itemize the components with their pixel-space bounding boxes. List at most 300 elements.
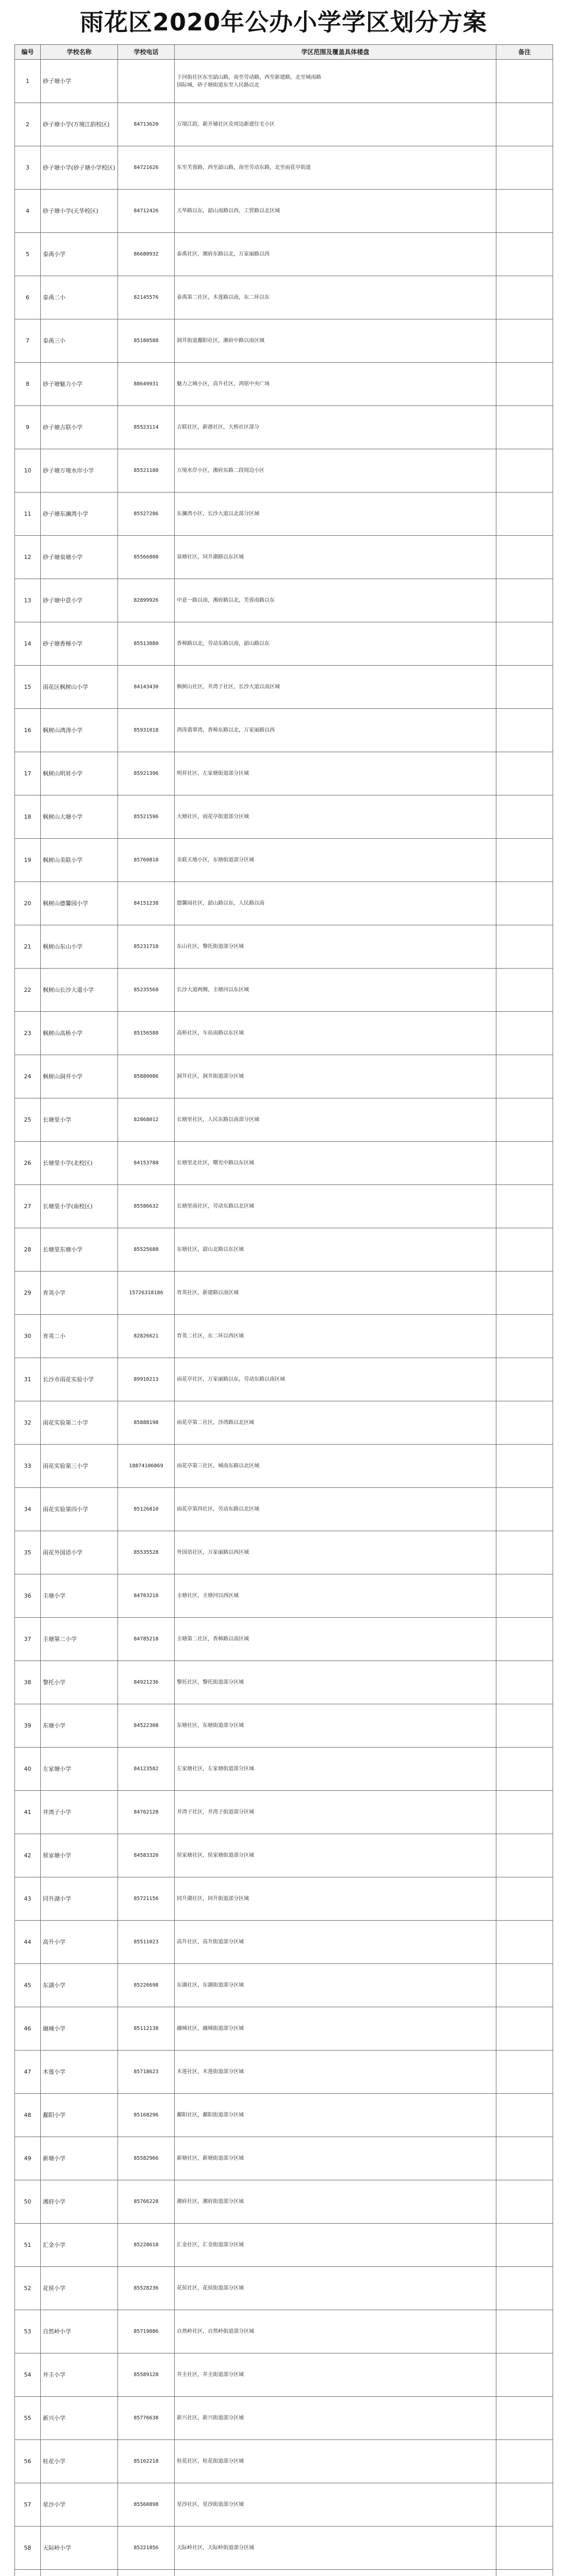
school-phone: 84785218 (118, 1618, 175, 1661)
school-name: 砂子塘中意小学 (41, 579, 118, 622)
school-name: 枫树山大塘小学 (41, 795, 118, 839)
row-number: 49 (15, 2137, 41, 2180)
district-scope (175, 752, 496, 795)
table-row (15, 1358, 553, 1401)
district-scope (175, 2527, 496, 2570)
remarks (496, 1618, 553, 1661)
school-name: 枫树山明昇小学 (41, 752, 118, 795)
row-number: 37 (15, 1618, 41, 1661)
school-phone: 85162218 (118, 2440, 175, 2483)
table-row (15, 1055, 553, 1098)
remarks (496, 2180, 553, 2224)
district-scope (175, 2310, 496, 2353)
table-row (15, 882, 553, 925)
school-name: 圭塘小学 (41, 1574, 118, 1618)
scope-line: 东湖社区，东湖街道部分区域 (177, 1982, 244, 1988)
table-row (15, 1877, 553, 1921)
district-scope (175, 536, 496, 579)
district-scope (175, 2570, 496, 2576)
table-row (15, 1315, 553, 1358)
school-name: 新塘小学 (41, 2137, 118, 2180)
row-number: 38 (15, 1661, 41, 1704)
school-name: 融城小学 (41, 2007, 118, 2050)
school-name: 圭塘第二小学 (41, 1618, 118, 1661)
district-scope (175, 1185, 496, 1228)
remarks (496, 2483, 553, 2527)
school-phone: 86680932 (118, 233, 175, 276)
remarks (496, 319, 553, 363)
school-phone: 85228618 (118, 2224, 175, 2267)
scope-line: 东塘社区，韶山北路以东区域 (177, 1247, 244, 1252)
school-name: 育英小学 (41, 1272, 118, 1315)
remarks (496, 1315, 553, 1358)
remarks (496, 1877, 553, 1921)
table-row (15, 233, 553, 276)
school-name: 长塘里小学(北校区) (41, 1142, 118, 1185)
header-school-phone: 学校电话 (118, 45, 175, 60)
school-name: 长塘里东塘小学 (41, 1228, 118, 1272)
district-scope (175, 2050, 496, 2094)
table-row (15, 276, 553, 319)
scope-line: 高桥社区，车站南路以东区域 (177, 1030, 244, 1036)
table-row (15, 1098, 553, 1142)
remarks (496, 2224, 553, 2267)
row-number: 15 (15, 666, 41, 709)
row-number: 46 (15, 2007, 41, 2050)
table-row (15, 1618, 553, 1661)
school-phone: 85235568 (118, 969, 175, 1012)
district-scope (175, 622, 496, 666)
row-number: 56 (15, 2440, 41, 2483)
school-name: 木莲小学 (41, 2050, 118, 2094)
table-row (15, 1704, 553, 1748)
scope-line: 长塘里南社区，劳动东路以北区域 (177, 1204, 254, 1209)
remarks (496, 1921, 553, 1964)
table-row (15, 1531, 553, 1574)
district-scope (175, 969, 496, 1012)
school-phone: 85931018 (118, 709, 175, 752)
table-row (15, 2570, 553, 2576)
row-number: 40 (15, 1748, 41, 1791)
school-phone: 85528236 (118, 2267, 175, 2310)
table-row (15, 1445, 553, 1488)
table-row (15, 406, 553, 449)
scope-line: 泰禹第二社区，木莲路以南，东二环以东 (177, 295, 270, 300)
scope-line: 东澜湾小区，长沙大道以北部分区域 (177, 511, 259, 517)
table-row (15, 2310, 553, 2353)
district-scope (175, 1315, 496, 1358)
scope-line: 大塘社区，雨花亭街道部分区域 (177, 814, 249, 820)
remarks (496, 622, 553, 666)
scope-line: 枫树山社区，井湾子社区，长沙大道以南区域 (177, 684, 280, 690)
row-number: 12 (15, 536, 41, 579)
remarks (496, 2050, 553, 2094)
table-row (15, 1142, 553, 1185)
remarks (496, 882, 553, 925)
scope-line: 泰禹社区，湘府东路以北，万家丽路以西 (177, 251, 270, 257)
table-row (15, 1748, 553, 1791)
district-scope (175, 2094, 496, 2137)
school-name: 湘府小学 (41, 2180, 118, 2224)
row-number: 25 (15, 1098, 41, 1142)
school-name: 左家塘小学 (41, 1748, 118, 1791)
scope-line: 万境水岸小区，湘府东路二段周边小区 (177, 468, 264, 473)
table-row (15, 1272, 553, 1315)
scope-line: 美联天地小区，东塘街道部分区域 (177, 857, 254, 863)
remarks (496, 2007, 553, 2050)
district-scope (175, 190, 496, 233)
district-scope (175, 2483, 496, 2527)
district-scope (175, 1358, 496, 1401)
row-number: 22 (15, 969, 41, 1012)
district-scope (175, 406, 496, 449)
scope-line: 同升湖社区，同升街道部分区域 (177, 1896, 249, 1902)
scope-line: 东塘社区，东塘街道部分区域 (177, 1723, 244, 1728)
school-phone: 85921396 (118, 752, 175, 795)
table-row (15, 190, 553, 233)
school-phone: 84721626 (118, 146, 175, 190)
district-scope (175, 2180, 496, 2224)
remarks (496, 536, 553, 579)
remarks (496, 666, 553, 709)
school-name: 雨花区枫树山小学 (41, 666, 118, 709)
row-number: 1 (15, 60, 41, 103)
remarks (496, 1574, 553, 1618)
school-phone: 85527286 (118, 493, 175, 536)
table-row (15, 666, 553, 709)
school-name: 枫树山美联小学 (41, 839, 118, 882)
school-phone: 85521596 (118, 795, 175, 839)
table-row (15, 752, 553, 795)
school-name: 砂子塘魅力小学 (41, 363, 118, 406)
table-row (15, 795, 553, 839)
remarks (496, 1358, 553, 1401)
row-number: 19 (15, 839, 41, 882)
remarks (496, 752, 553, 795)
remarks (496, 1531, 553, 1574)
scope-line: 外国语社区，万家丽路以西区域 (177, 1550, 249, 1555)
table-row (15, 1791, 553, 1834)
school-phone: 85535528 (118, 1531, 175, 1574)
school-name: 枫树山东山小学 (41, 925, 118, 969)
row-number: 10 (15, 449, 41, 493)
table-row (15, 493, 553, 536)
remarks (496, 406, 553, 449)
remarks (496, 1142, 553, 1185)
row-number: 34 (15, 1488, 41, 1531)
table-row (15, 1964, 553, 2007)
table-row (15, 925, 553, 969)
scope-line: 长塘里社区，人民东路以南部分区域 (177, 1117, 259, 1123)
table-row (15, 363, 553, 406)
school-phone: 84783218 (118, 1574, 175, 1618)
scope-line: 自然岭社区，自然岭街道部分区域 (177, 2329, 254, 2334)
district-scope (175, 1401, 496, 1445)
school-phone: 85582966 (118, 2137, 175, 2180)
school-name: 枫树山长沙大道小学 (41, 969, 118, 1012)
school-phone: 89910213 (118, 1358, 175, 1401)
district-scope (175, 493, 496, 536)
row-number: 3 (15, 146, 41, 190)
scope-line: 育英二社区，东二环以西区域 (177, 1333, 244, 1339)
row-number: 18 (15, 795, 41, 839)
table-row (15, 1012, 553, 1055)
school-phone: 85231718 (118, 925, 175, 969)
school-phone: 18874106869 (118, 1445, 175, 1488)
table-row (15, 1228, 553, 1272)
scope-line: 融城社区，融城街道部分区域 (177, 2026, 244, 2031)
row-number: 53 (15, 2310, 41, 2353)
district-scope (175, 1618, 496, 1661)
scope-line: 湘府社区，湘府街道部分区域 (177, 2199, 244, 2205)
table-row (15, 103, 553, 146)
scope-line: 育英社区，新建路以南区域 (177, 1290, 239, 1296)
school-name: 泰禹二小 (41, 276, 118, 319)
school-name: 枫树山德馨园小学 (41, 882, 118, 925)
row-number: 2 (15, 103, 41, 146)
school-phone: 85226698 (118, 1964, 175, 2007)
school-phone: 85513880 (118, 622, 175, 666)
table-row (15, 1661, 553, 1704)
remarks (496, 1791, 553, 1834)
row-number: 28 (15, 1228, 41, 1272)
school-phone: 85586632 (118, 1185, 175, 1228)
district-scope (175, 1964, 496, 2007)
scope-line: 东山社区，黎托街道部分区域 (177, 944, 244, 950)
school-phone: 15726318186 (118, 1272, 175, 1315)
table-row (15, 2224, 553, 2267)
school-phone: 88649931 (118, 363, 175, 406)
scope-line: 桂花社区，桂花街道部分区域 (177, 2459, 244, 2464)
school-district-table (14, 44, 553, 2576)
school-name: 新兴小学 (41, 2397, 118, 2440)
row-number: 36 (15, 1574, 41, 1618)
table-row (15, 1185, 553, 1228)
scope-line: 下河街社区东至韶山路，南至劳动路，西至新建路，北至城南路 (177, 74, 321, 80)
table-body (15, 60, 553, 2576)
school-name: 同升湖小学 (41, 1877, 118, 1921)
table-row (15, 2483, 553, 2527)
scope-line: 新塘社区，新塘街道部分区域 (177, 2156, 244, 2161)
remarks (496, 1055, 553, 1098)
school-phone: 85566808 (118, 536, 175, 579)
remarks (496, 795, 553, 839)
scope-line: 圭塘第二社区，香樟路以南区域 (177, 1636, 249, 1642)
table-row (15, 1574, 553, 1618)
school-name: 自然岭小学 (41, 2310, 118, 2353)
scope-line: 圭塘社区，圭塘河以西区域 (177, 1593, 239, 1599)
row-number: 14 (15, 622, 41, 666)
district-scope (175, 1661, 496, 1704)
scope-line: 万境江韵，新开铺社区及周边新建住宅小区 (177, 122, 275, 127)
row-number: 45 (15, 1964, 41, 2007)
district-scope (175, 2137, 496, 2180)
remarks (496, 1704, 553, 1748)
remarks (496, 2353, 553, 2397)
school-name: 花侯小学 (41, 2267, 118, 2310)
table-row (15, 709, 553, 752)
school-name: 长塘里小学(南校区) (41, 1185, 118, 1228)
remarks (496, 969, 553, 1012)
row-number: 9 (15, 406, 41, 449)
row-number: 13 (15, 579, 41, 622)
district-scope (175, 666, 496, 709)
district-scope (175, 319, 496, 363)
district-scope (175, 709, 496, 752)
row-number: 20 (15, 882, 41, 925)
remarks (496, 2094, 553, 2137)
school-name: 枫树山鸿涛小学 (41, 709, 118, 752)
school-phone: 85760818 (118, 839, 175, 882)
remarks (496, 190, 553, 233)
row-number: 17 (15, 752, 41, 795)
remarks (496, 839, 553, 882)
table-row (15, 2137, 553, 2180)
row-number: 41 (15, 1791, 41, 1834)
district-scope (175, 2353, 496, 2397)
school-name: 砂子塘吉联小学 (41, 406, 118, 449)
scope-line: 雨花亭第二社区，沙湾路以北区域 (177, 1420, 254, 1426)
remarks (496, 1401, 553, 1445)
table-row (15, 622, 553, 666)
row-number: 54 (15, 2353, 41, 2397)
school-phone: 84151238 (118, 882, 175, 925)
scope-line: 侯家塘社区，侯家塘街道部分区域 (177, 1853, 254, 1858)
school-phone: 85126810 (118, 1488, 175, 1531)
school-name: 侯家塘小学 (41, 1834, 118, 1877)
school-name: 砂子塘香樟小学 (41, 622, 118, 666)
scope-line: 长沙大道两侧，圭塘河以东区域 (177, 987, 249, 993)
school-phone: 85718623 (118, 2050, 175, 2094)
school-name: 砂子塘小学(万境江韵校区) (41, 103, 118, 146)
school-name: 黎托小学 (41, 1661, 118, 1704)
school-phone: 84123582 (118, 1748, 175, 1791)
school-phone (118, 60, 175, 103)
row-number: 55 (15, 2397, 41, 2440)
scope-line: 花侯社区，花侯街道部分区域 (177, 2285, 244, 2291)
remarks (496, 709, 553, 752)
school-name: 枫树山洞井小学 (41, 1055, 118, 1098)
school-phone: 85180588 (118, 319, 175, 363)
scope-line: 天际岭社区，天际岭街道部分区域 (177, 2545, 254, 2551)
scope-line: 木莲社区，木莲街道部分区域 (177, 2069, 244, 2075)
district-scope (175, 579, 496, 622)
school-name: 砂子塘小学(砂子塘小学校区) (41, 146, 118, 190)
header-remarks: 备注 (496, 45, 553, 60)
remarks (496, 2397, 553, 2440)
row-number: 42 (15, 1834, 41, 1877)
table-row (15, 319, 553, 363)
remarks (496, 103, 553, 146)
scope-line: 洞井街道鄱阳社区，湘府中路以南区域 (177, 338, 264, 344)
school-name: 雨花实验第三小学 (41, 1445, 118, 1488)
remarks (496, 1661, 553, 1704)
row-number: 26 (15, 1142, 41, 1185)
school-phone: 85156588 (118, 1012, 175, 1055)
school-phone: 85521188 (118, 449, 175, 493)
table-row (15, 2007, 553, 2050)
remarks (496, 2440, 553, 2483)
school-name: 天际岭小学 (41, 2527, 118, 2570)
district-scope (175, 2224, 496, 2267)
table-row (15, 2094, 553, 2137)
remarks (496, 1272, 553, 1315)
row-number: 33 (15, 1445, 41, 1488)
school-phone: 85112138 (118, 2007, 175, 2050)
row-number: 51 (15, 2224, 41, 2267)
school-phone: 85525688 (118, 1228, 175, 1272)
row-number: 29 (15, 1272, 41, 1315)
remarks (496, 449, 553, 493)
remarks (496, 146, 553, 190)
district-scope (175, 882, 496, 925)
header-number: 编号 (15, 45, 41, 60)
remarks (496, 2137, 553, 2180)
remarks (496, 925, 553, 969)
row-number: 21 (15, 925, 41, 969)
scope-line: 汇金社区，汇金街道部分区域 (177, 2242, 244, 2248)
scope-line: 长塘里北社区，曙光中路以东区域 (177, 1160, 254, 1166)
remarks (496, 579, 553, 622)
remarks (496, 1834, 553, 1877)
district-scope (175, 1098, 496, 1142)
school-name: 枫树山高桥小学 (41, 1012, 118, 1055)
district-scope (175, 1574, 496, 1618)
school-phone: 84583320 (118, 1834, 175, 1877)
scope-line: 雨花亭社区，万家丽路以东，劳动东路以南区域 (177, 1377, 285, 1382)
table-row (15, 2527, 553, 2570)
school-name: 泰禹三小 (41, 319, 118, 363)
row-number: 32 (15, 1401, 41, 1445)
row-number: 44 (15, 1921, 41, 1964)
school-phone: 85523114 (118, 406, 175, 449)
table-row (15, 2353, 553, 2397)
district-scope (175, 1142, 496, 1185)
remarks (496, 1185, 553, 1228)
row-number: 5 (15, 233, 41, 276)
district-scope (175, 1012, 496, 1055)
table-row (15, 2397, 553, 2440)
scope-line: 明昇社区，左家塘街道部分区域 (177, 771, 249, 776)
district-scope (175, 795, 496, 839)
district-scope (175, 363, 496, 406)
remarks (496, 276, 553, 319)
scope-line: 左家塘社区，左家塘街道部分区域 (177, 1766, 254, 1772)
table-row (15, 536, 553, 579)
school-phone: 82826621 (118, 1315, 175, 1358)
row-number: 43 (15, 1877, 41, 1921)
district-scope (175, 449, 496, 493)
row-number: 48 (15, 2094, 41, 2137)
scope-line: 天华路以东，韶山南路以西，工贸路以北区域 (177, 208, 280, 214)
school-phone: 82899926 (118, 579, 175, 622)
scope-line: 国际城，砂子塘街道东至人民路以北 (177, 82, 259, 88)
district-scope (175, 103, 496, 146)
scope-line: 黎托社区，黎托街道部分区域 (177, 1680, 244, 1685)
scope-line: 鄱阳社区，鄱阳街道部分区域 (177, 2112, 244, 2118)
school-name: 高升小学 (41, 1921, 118, 1964)
district-scope (175, 1055, 496, 1098)
school-name: 长沙市雨花实验小学 (41, 1358, 118, 1401)
district-scope (175, 1704, 496, 1748)
scope-line: 泉塘社区，同升湖路以东区域 (177, 554, 244, 560)
row-number: 4 (15, 190, 41, 233)
district-scope (175, 146, 496, 190)
school-phone: 85721156 (118, 1877, 175, 1921)
row-number: 8 (15, 363, 41, 406)
school-phone: 85511023 (118, 1921, 175, 1964)
scope-line: 中意一路以南，湘府路以北，芙蓉南路以东 (177, 598, 275, 603)
